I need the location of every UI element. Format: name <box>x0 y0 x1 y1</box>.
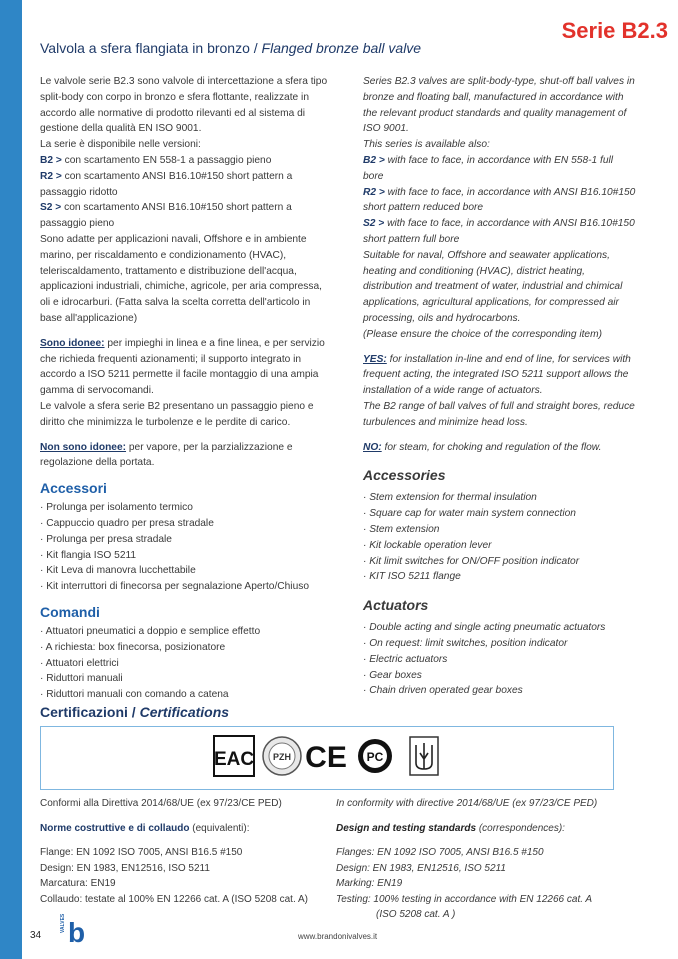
spec-line: Design: EN 1983, EN12516, ISO 5211 <box>40 862 210 874</box>
list-item: · Riduttori manuali <box>40 671 328 687</box>
version-code: S2 > <box>40 202 62 214</box>
page-title <box>40 40 421 56</box>
yes-paragraph <box>363 352 636 399</box>
list-item: · Chain driven operated gear boxes <box>363 683 636 699</box>
certifications-heading <box>40 704 229 720</box>
no-label: NO: <box>363 441 382 453</box>
eac-letters: EAC <box>213 749 255 770</box>
page-number: 34 <box>30 930 42 941</box>
accessori-heading: Accessori <box>40 480 107 497</box>
list-item: · Kit flangia ISO 5211 <box>40 548 328 564</box>
blue-sidebar <box>0 0 22 959</box>
version-r2 <box>40 169 328 201</box>
norms-bold: Design and testing standards <box>336 822 477 834</box>
list-item: · Riduttori manuali con comando a catena <box>40 687 328 703</box>
list-item: · Kit limit switches for ON/OFF position indicator <box>363 554 636 570</box>
list-item: · Kit interruttori di finecorsa per segnalazione Aperto/Chiuso <box>40 579 328 595</box>
version-code: S2 > <box>363 218 385 230</box>
website-url: www.brandonivalves.it <box>298 932 378 941</box>
no-text: per vapore, per la parzializzazione e regolazione della portata. <box>40 441 293 469</box>
pzh-letters: PZH <box>273 752 291 762</box>
spec-line: Collaudo: testate al 100% EN 12266 cat. A (ISO 5208 cat. A) <box>40 893 308 905</box>
version-s2 <box>363 216 636 248</box>
italian-column <box>40 74 328 703</box>
suitable-note: (Please ensure the choice of the corresponding item) <box>363 328 602 340</box>
spec-line: Flanges: EN 1092 ISO 7005, ANSI B16.5 #150 <box>336 847 544 858</box>
spec-line: (ISO 5208 cat. A ) <box>376 909 456 920</box>
passage-paragraph: The B2 range of ball valves of full and straight bores, reduce turbulences and minimize head loss. <box>363 400 635 428</box>
versions-intro: La serie è disponibile nelle versioni: <box>40 139 201 151</box>
pc-letters: PC <box>366 750 384 764</box>
directive-text: In conformity with directive 2014/68/UE (ex 97/23/CE PED) <box>336 798 598 809</box>
versions-intro: This series is available also: <box>363 139 490 151</box>
passage-paragraph: Le valvole a sfera serie B2 presentano un passaggio pieno e diritto che minimizza le turbolenze e le perdite di carico. <box>40 400 314 428</box>
version-code: R2 > <box>363 186 385 198</box>
accessories-heading: Accessories <box>363 467 446 484</box>
version-r2 <box>363 185 636 217</box>
directive-text: Conformi alla Direttiva 2014/68/UE (ex 97/23/CE PED) <box>40 798 282 809</box>
list-item: · Double acting and single acting pneumatic actuators <box>363 620 636 636</box>
version-b2 <box>363 153 636 185</box>
cert-title-it: Certificazioni <box>40 704 128 720</box>
cert-title-en: Certifications <box>139 704 230 720</box>
yes-text: per impieghi in linea e a fine linea, e per servizio che richieda frequenti azionamenti; il supporto integrato in accordo a ISO 5211 permette il facile montaggio di una ampia gamma di servocomandi. <box>40 337 325 397</box>
list-item: · Stem extension <box>363 522 636 538</box>
norms-heading <box>40 821 340 837</box>
list-item: · Stem extension for thermal insulation <box>363 490 636 506</box>
title-it: Valvola a sfera flangiata in bronzo <box>40 40 250 56</box>
list-item: · A richiesta: box finecorsa, posizionatore <box>40 640 328 656</box>
list-item: · Cappuccio quadro per presa stradale <box>40 516 328 532</box>
yes-label: Sono idonee: <box>40 337 105 349</box>
list-item: · Kit Leva di manovra lucchettabile <box>40 563 328 579</box>
title-en: Flanged bronze ball valve <box>261 40 422 56</box>
ua-trident-icon <box>410 737 438 775</box>
list-item: · Square cap for water main system connection <box>363 506 636 522</box>
list-item: · Attuatori elettrici <box>40 656 328 672</box>
version-text: con scartamento ANSI B16.10#150 short pattern a passaggio ridotto <box>40 170 293 198</box>
actuators-heading: Actuators <box>363 597 429 614</box>
no-label: Non sono idonee: <box>40 441 127 453</box>
version-text: con scartamento ANSI B16.10#150 short pattern a passaggio pieno <box>40 202 292 230</box>
pzh-seal-icon <box>263 737 301 775</box>
norms-bold: Norme costruttive e di collaudo <box>40 822 190 834</box>
accessori-list <box>40 500 328 595</box>
no-paragraph <box>40 440 328 472</box>
list-item: · On request: limit switches, position indicator <box>363 636 636 652</box>
cert-title-sep: / <box>131 704 136 720</box>
intro-paragraph: Le valvole serie B2.3 sono valvole di intercettazione a sfera tipo split-body con corpo in bronzo e sfera flottante, realizzate in accordo alle normative di prodotto rilevanti ed al sistema di gestione della qualità EN ISO 9001. <box>40 76 328 135</box>
list-item: · KIT ISO 5211 flange <box>363 569 636 585</box>
title-sep: / <box>253 40 258 56</box>
list-item: · Kit lockable operation lever <box>363 538 636 554</box>
accessories-list <box>363 490 636 585</box>
norms-paren: (correspondences): <box>478 822 565 834</box>
list-item: · Electric actuators <box>363 652 636 668</box>
version-text: con scartamento EN 558-1 a passaggio pieno <box>64 154 272 166</box>
ce-mark-icon <box>305 741 347 774</box>
version-code: R2 > <box>40 170 62 182</box>
certification-logos <box>212 735 444 777</box>
version-s2 <box>40 200 328 232</box>
no-paragraph <box>363 440 636 456</box>
norms-heading <box>336 821 636 837</box>
footer-italian <box>40 796 340 907</box>
suitable-paragraph: Suitable for naval, Offshore and seawater applications, heating and conditioning (HVAC), district heating, distribution and treatment of water, industrial and chimical applications, agricultural applications, for compressed air processing, oils and hydrocarbons. <box>363 249 623 324</box>
ce-letters: CE <box>305 741 347 774</box>
english-column <box>363 74 636 699</box>
version-code: B2 > <box>40 154 62 166</box>
brand-text: VALVES <box>60 913 66 933</box>
brandoni-logo-icon <box>60 913 90 945</box>
comandi-heading: Comandi <box>40 603 100 620</box>
yes-text: for installation in-line and end of line, for services with frequent acting, the integrated ISO 5211 support allows the installation of a wide range of actuators. <box>363 353 631 397</box>
list-item: · Gear boxes <box>363 668 636 684</box>
series-title: Serie B2.3 <box>561 18 668 43</box>
norms-paren: (equivalenti): <box>192 822 250 834</box>
comandi-list <box>40 624 328 703</box>
version-text: with face to face, in accordance with ANSI B16.10#150 short pattern reduced bore <box>363 186 636 214</box>
spec-line: Testing: 100% testing in accordance with EN 12266 cat. A <box>336 893 593 905</box>
brand-letter: b <box>68 917 86 945</box>
version-b2 <box>40 153 328 169</box>
list-item: · Prolunga per presa stradale <box>40 532 328 548</box>
footer-english <box>336 796 636 923</box>
pc-mark-icon <box>358 739 392 773</box>
yes-paragraph <box>40 336 328 399</box>
suitable-paragraph: Sono adatte per applicazioni navali, Offshore e in ambiente marino, per riscaldamento e condizionamento (HVAC), teleriscaldamento, trattamento e distribuzione dell'acqua, applicazioni industriali, chimiche, agricole, per aria compressa, oli e idrocarburi. (Fatta salva la scelta corretta dell'articolo in base all'applicazione) <box>40 233 322 324</box>
spec-line: Marcatura: EN19 <box>40 878 116 889</box>
yes-label: YES: <box>363 353 387 365</box>
list-item: · Attuatori pneumatici a doppio e semplice effetto <box>40 624 328 640</box>
version-text: with face to face, in accordance with EN 558-1 full bore <box>363 154 614 182</box>
spec-line: Flange: EN 1092 ISO 7005, ANSI B16.5 #150 <box>40 847 243 858</box>
eac-logo-icon <box>214 736 254 776</box>
intro-paragraph: Series B2.3 valves are split-body-type, shut-off ball valves in bronze and floating ball, manufactured in accordance with the relevant product standards and quality management of ISO 9001. <box>363 76 635 135</box>
list-item: · Prolunga per isolamento termico <box>40 500 328 516</box>
actuators-list <box>363 620 636 699</box>
spec-line: Design: EN 1983, EN12516, ISO 5211 <box>336 862 506 874</box>
version-code: B2 > <box>363 154 385 166</box>
spec-line: Marking: EN19 <box>336 878 403 889</box>
version-text: with face to face, in accordance with ANSI B16.10#150 short pattern full bore <box>363 218 635 245</box>
no-text: for steam, for choking and regulation of the flow. <box>384 441 602 453</box>
